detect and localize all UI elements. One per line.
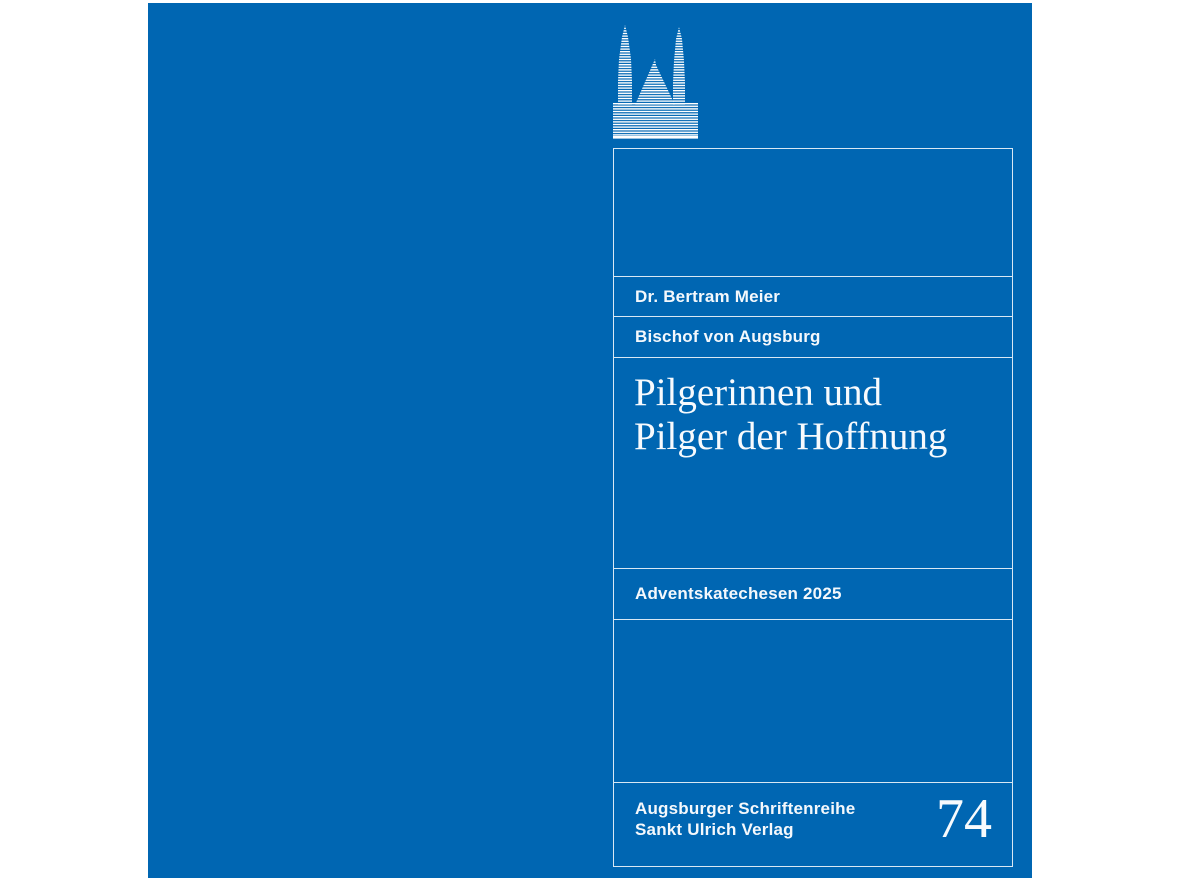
author-name: Dr. Bertram Meier — [614, 277, 1012, 317]
publisher-block — [635, 798, 855, 840]
series-name: Augsburger Schriftenreihe — [635, 798, 856, 818]
volume-number: 74 — [936, 787, 992, 850]
book-cover — [148, 3, 1032, 878]
book-title-line1: Pilgerinnen und — [634, 371, 883, 414]
subtitle: Adventskatechesen 2025 — [614, 569, 1012, 620]
book-title — [614, 358, 1012, 569]
frame-top-spacer — [614, 149, 1012, 277]
footer-section — [614, 783, 1012, 866]
book-title-line2: Pilger der Hoffnung — [634, 415, 948, 458]
author-role: Bischof von Augsburg — [614, 317, 1012, 358]
cover-frame — [613, 148, 1013, 867]
frame-middle-spacer — [614, 620, 1012, 783]
augsburg-cathedral-logo-icon — [613, 25, 698, 140]
publisher-name: Sankt Ulrich Verlag — [635, 819, 794, 839]
